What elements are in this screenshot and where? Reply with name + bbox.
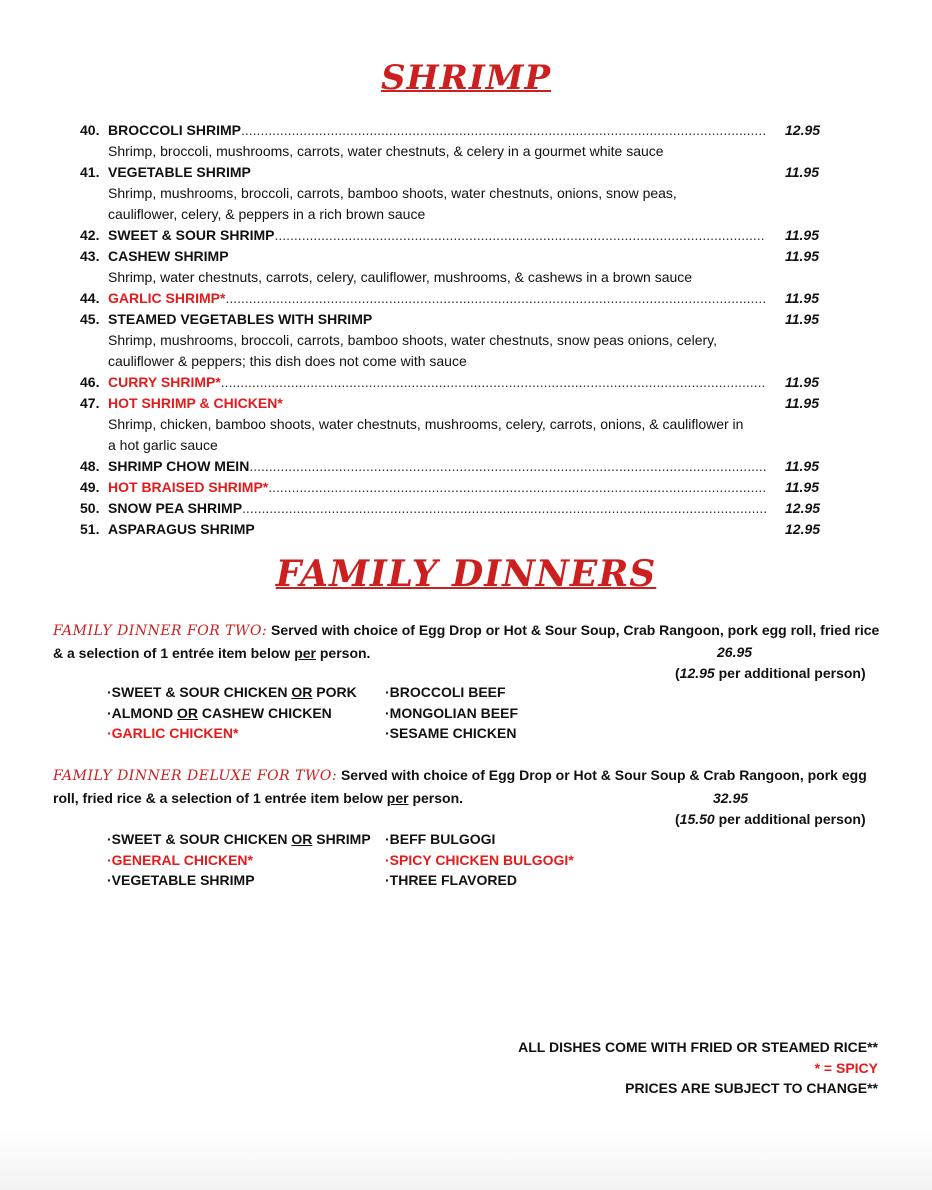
entree-choice — [107, 870, 371, 891]
family-dinner-deluxe-choices — [107, 829, 607, 891]
item-name: SNOW PEA SHRIMP — [108, 500, 243, 516]
entree-choice-text: ·ALMOND — [107, 704, 177, 721]
menu-item-row — [80, 309, 840, 330]
dot-leader — [249, 456, 766, 477]
menu-item-row — [80, 120, 840, 141]
item-number: 44. — [80, 290, 100, 306]
item-description: Shrimp, water chestnuts, carrots, celery, cauliflower, mushrooms, & cashews in a brown sauce — [108, 269, 693, 285]
item-description: Shrimp, chicken, bamboo shoots, water chestnuts, mushrooms, celery, carrots, onions, & cauliflower in a hot garlic sauce — [108, 416, 744, 453]
family-dinner-two-description — [53, 619, 883, 664]
menu-item-row — [80, 477, 840, 498]
menu-item — [80, 393, 840, 456]
menu-item-row — [80, 393, 840, 414]
entree-choice: ·BROCCOLI BEEF — [385, 684, 506, 700]
page-bottom-shade — [0, 1130, 932, 1190]
menu-footer-notes — [518, 1037, 878, 1099]
item-name: HOT BRAISED SHRIMP* — [108, 479, 269, 495]
family-dinner-deluxe-label: FAMILY DINNER DELUXE FOR TWO: — [53, 768, 338, 784]
family-dinner-deluxe-description — [53, 764, 883, 809]
family-dinner-two-text: Served with choice of Egg Drop or Hot & Sour Soup, Crab Rangoon, pork egg roll, fried rice & a selection of 1 entrée item below — [53, 622, 880, 661]
family-dinner-two-additional-text: per additional person) — [714, 665, 866, 681]
item-price: 11.95 — [785, 374, 819, 390]
menu-item — [80, 498, 840, 519]
item-price: 11.95 — [785, 311, 819, 327]
item-number: 51. — [80, 521, 100, 537]
item-name: CURRY SHRIMP* — [108, 374, 221, 390]
item-number: 48. — [80, 458, 100, 474]
rice-note: ALL DISHES COME WITH FRIED OR STEAMED RICE** — [518, 1039, 878, 1055]
choices-column-2 — [385, 829, 574, 891]
shrimp-section-title: SHRIMP — [380, 58, 552, 98]
family-dinner-two-text-end: person. — [315, 645, 371, 661]
item-number: 47. — [80, 395, 100, 411]
menu-item — [80, 120, 840, 162]
paren-open: ( — [675, 665, 680, 681]
entree-choice: ·SPICY CHICKEN BULGOGI* — [385, 851, 574, 868]
family-dinner-deluxe-text-end: person. — [408, 790, 464, 806]
item-description: Shrimp, broccoli, mushrooms, carrots, water chestnuts, & celery in a gourmet white sauce — [108, 143, 664, 159]
dot-leader — [241, 120, 766, 141]
menu-item-row — [80, 246, 840, 267]
dot-leader — [274, 225, 766, 246]
item-name: GARLIC SHRIMP* — [108, 290, 226, 306]
family-dinner-two-price: 26.95 — [717, 644, 753, 660]
entree-choice — [107, 850, 371, 871]
item-number: 43. — [80, 248, 100, 264]
item-number: 50. — [80, 500, 100, 516]
entree-choice — [107, 703, 357, 724]
item-description: Shrimp, mushrooms, broccoli, carrots, bamboo shoots, water chestnuts, snow peas onions, celery, cauliflower & peppers; this dish does not come with sauce — [108, 332, 718, 369]
entree-choice: ·MONGOLIAN BEEF — [385, 704, 518, 721]
item-price: 11.95 — [785, 248, 819, 264]
menu-item-row — [80, 225, 840, 246]
item-number: 45. — [80, 311, 100, 327]
menu-item-row — [80, 288, 840, 309]
entree-choice-text-end: PORK — [312, 684, 357, 700]
per-underlined: per — [294, 645, 316, 661]
entree-choice: ·THREE FLAVORED — [385, 872, 517, 888]
item-number: 42. — [80, 227, 100, 243]
item-price: 12.95 — [785, 500, 821, 516]
item-name: VEGETABLE SHRIMP — [108, 164, 251, 180]
or-underlined: OR — [291, 684, 313, 700]
item-price: 11.95 — [785, 164, 819, 180]
item-price: 11.95 — [785, 458, 819, 474]
menu-item — [80, 162, 840, 225]
menu-item — [80, 456, 840, 477]
item-price: 12.95 — [785, 521, 821, 537]
spicy-legend: * = SPICY — [814, 1059, 878, 1076]
menu-item-row — [80, 372, 840, 393]
price-change-note: PRICES ARE SUBJECT TO CHANGE** — [625, 1080, 878, 1096]
item-number: 41. — [80, 164, 100, 180]
entree-choice: ·SESAME CHICKEN — [385, 725, 517, 741]
entree-choice-text: ·SWEET & SOUR CHICKEN — [107, 831, 292, 847]
menu-item — [80, 225, 840, 246]
dot-leader — [268, 477, 766, 498]
entree-choice-text: ·SWEET & SOUR CHICKEN — [107, 684, 292, 700]
dot-leader — [242, 498, 766, 519]
menu-item — [80, 288, 840, 309]
family-dinner-two-additional — [675, 662, 927, 684]
family-dinner-two-choices — [107, 682, 607, 744]
paren-open: ( — [675, 811, 680, 827]
entree-choice-text: ·GARLIC CHICKEN* — [107, 725, 239, 741]
menu-item-row — [80, 162, 840, 183]
menu-item — [80, 372, 840, 393]
family-dinner-deluxe-additional — [675, 808, 927, 830]
item-price: 11.95 — [785, 395, 819, 411]
or-underlined: OR — [291, 831, 313, 847]
item-name: HOT SHRIMP & CHICKEN* — [108, 395, 283, 411]
entree-choice-text: ·VEGETABLE SHRIMP — [107, 872, 255, 888]
item-name: BROCCOLI SHRIMP — [108, 122, 241, 138]
item-price: 11.95 — [785, 290, 819, 306]
item-number: 40. — [80, 122, 100, 138]
item-price: 11.95 — [785, 479, 819, 495]
menu-item-row — [80, 519, 840, 540]
entree-choice — [107, 829, 371, 850]
item-name: STEAMED VEGETABLES WITH SHRIMP — [108, 311, 373, 327]
family-dinner-two-label: FAMILY DINNER FOR TWO: — [53, 623, 268, 639]
family-dinner-deluxe-additional-price: 15.50 — [679, 811, 715, 827]
menu-item — [80, 309, 840, 372]
item-number: 49. — [80, 479, 100, 495]
choices-column-2 — [385, 682, 518, 744]
or-underlined: OR — [177, 704, 198, 721]
family-dinner-deluxe-price: 32.95 — [713, 790, 749, 806]
entree-choice — [107, 682, 357, 703]
choices-column-1 — [107, 829, 371, 891]
item-name: CASHEW SHRIMP — [108, 248, 229, 264]
menu-item-row — [80, 498, 840, 519]
menu-item-row — [80, 456, 840, 477]
family-dinners-title: FAMILY DINNERS — [275, 553, 657, 595]
item-price: 11.95 — [785, 227, 819, 243]
entree-choice-text-end: CASHEW CHICKEN — [198, 704, 332, 721]
item-name: ASPARAGUS SHRIMP — [108, 521, 255, 537]
entree-choice — [107, 723, 357, 744]
entree-choice: ·BEFF BULGOGI — [385, 831, 496, 847]
family-dinner-two-additional-price: 12.95 — [679, 665, 715, 681]
menu-item — [80, 477, 840, 498]
item-description: Shrimp, mushrooms, broccoli, carrots, bamboo shoots, water chestnuts, onions, snow peas, cauliflower, celery, & peppers in a rich brown sauce — [108, 185, 677, 222]
family-dinner-deluxe-additional-text: per additional person) — [714, 811, 866, 827]
choices-column-1 — [107, 682, 357, 744]
dot-leader — [221, 372, 766, 393]
entree-choice-text-end: SHRIMP — [312, 831, 371, 847]
family-dinner-deluxe-text: Served with choice of Egg Drop or Hot & Sour Soup & Crab Rangoon, pork egg roll, fried rice & a selection of 1 entrée item below — [53, 767, 867, 806]
menu-item — [80, 246, 840, 288]
item-name: SHRIMP CHOW MEIN — [108, 458, 250, 474]
menu-item — [80, 519, 840, 540]
dot-leader — [225, 288, 766, 309]
per-underlined: per — [386, 790, 409, 806]
entree-choice-text: ·GENERAL CHICKEN* — [107, 851, 253, 868]
item-price: 12.95 — [785, 122, 821, 138]
shrimp-menu-list — [80, 120, 840, 540]
item-name: SWEET & SOUR SHRIMP — [108, 227, 275, 243]
item-number: 46. — [80, 374, 100, 390]
